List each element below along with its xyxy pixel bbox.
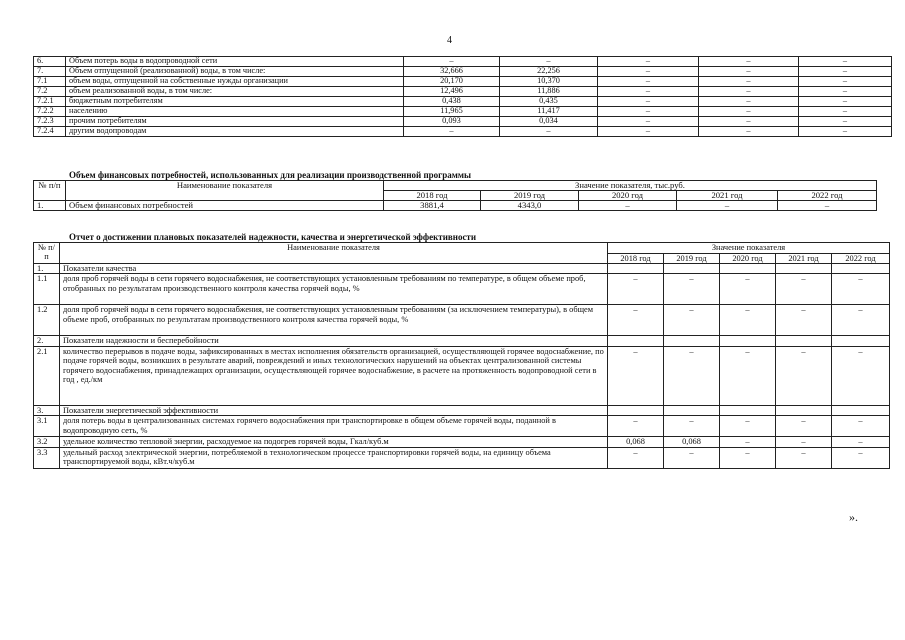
row-value: – — [664, 305, 720, 336]
table-row — [34, 201, 877, 211]
row-value: 0,068 — [664, 437, 720, 447]
row-value: – — [598, 87, 699, 97]
row-num: 3. — [34, 405, 60, 415]
row-num: 7. — [34, 67, 66, 77]
row-value: 0,034 — [500, 117, 598, 127]
row-num: 7.2.1 — [34, 97, 66, 107]
row-value: – — [699, 57, 799, 67]
table-row — [34, 274, 890, 305]
row-value: – — [832, 346, 890, 405]
row-value: – — [598, 127, 699, 137]
row-value: – — [720, 416, 776, 437]
finance-year: 2018 год — [384, 191, 481, 201]
row-num: 1.1 — [34, 274, 60, 305]
empty-cell — [664, 264, 720, 274]
row-name: доля проб горячей воды в сети горячего водоснабжения, не соответствующих установленным требованиям по температуре, в общем объеме проб, отобранных по результатам производственного контроля качества горячей воды, % — [60, 274, 608, 305]
row-value: – — [720, 437, 776, 447]
row-value: – — [598, 97, 699, 107]
table-row — [34, 77, 892, 87]
row-num: 7.2.3 — [34, 117, 66, 127]
row-value: 0,093 — [404, 117, 500, 127]
row-value: 3881,4 — [384, 201, 481, 211]
row-value: – — [799, 97, 892, 107]
row-num: 3.2 — [34, 437, 60, 447]
table-row — [34, 127, 892, 137]
row-value: – — [832, 437, 890, 447]
table-row — [34, 346, 890, 405]
row-value: – — [799, 117, 892, 127]
row-num: 2. — [34, 336, 60, 346]
row-value: – — [664, 346, 720, 405]
row-value: 20,170 — [404, 77, 500, 87]
row-value: – — [720, 305, 776, 336]
row-num: 1.2 — [34, 305, 60, 336]
row-value: – — [832, 447, 890, 468]
row-num: 7.1 — [34, 77, 66, 87]
row-name: Объем потерь воды в водопроводной сети — [66, 57, 404, 67]
table-row — [34, 416, 890, 437]
row-value: – — [579, 201, 677, 211]
row-value: – — [799, 77, 892, 87]
finance-col-num: № п/п — [34, 181, 66, 201]
row-num: 7.2.2 — [34, 107, 66, 117]
row-value: 32,666 — [404, 67, 500, 77]
row-value: – — [699, 127, 799, 137]
row-value: – — [608, 305, 664, 336]
row-value: – — [720, 447, 776, 468]
row-num: 3.3 — [34, 447, 60, 468]
row-value: – — [608, 447, 664, 468]
indicators-year: 2022 год — [832, 253, 890, 264]
row-name: удельный расход электрической энергии, потребляемой в технологическом процессе транспортировки горячей воды, на единицу объема транспортируемой воды, кВт.ч/куб.м — [60, 447, 608, 468]
table-row — [34, 117, 892, 127]
row-value: 22,256 — [500, 67, 598, 77]
row-value: – — [699, 97, 799, 107]
finance-year: 2019 год — [481, 191, 579, 201]
row-value: 10,370 — [500, 77, 598, 87]
row-value: – — [608, 346, 664, 405]
finance-section-title: Объем финансовых потребностей, использованных для реализации производственной программы — [69, 170, 472, 180]
indicators-table — [33, 242, 890, 469]
row-name: объем воды, отпущенной на собственные нужды организации — [66, 77, 404, 87]
indicators-col-num: № п/п — [34, 243, 60, 264]
row-value: – — [598, 67, 699, 77]
row-value: – — [598, 117, 699, 127]
row-value: – — [608, 416, 664, 437]
table-row — [34, 97, 892, 107]
empty-cell — [776, 336, 832, 346]
finance-year: 2020 год — [579, 191, 677, 201]
empty-cell — [720, 336, 776, 346]
row-name: Показатели надежности и бесперебойности — [60, 336, 608, 346]
row-num: 1. — [34, 264, 60, 274]
row-value: 12,496 — [404, 87, 500, 97]
section-row — [34, 264, 890, 274]
row-value: – — [720, 346, 776, 405]
row-num: 6. — [34, 57, 66, 67]
row-value: – — [776, 346, 832, 405]
row-value: – — [799, 87, 892, 97]
row-value: 0,068 — [608, 437, 664, 447]
row-value: – — [500, 127, 598, 137]
water-volume-table — [33, 56, 892, 137]
row-num: 7.2 — [34, 87, 66, 97]
row-value: – — [832, 416, 890, 437]
empty-cell — [608, 405, 664, 415]
row-name: Объем отпущенной (реализованной) воды, в том числе: — [66, 67, 404, 77]
indicators-col-name: Наименование показателя — [60, 243, 608, 264]
row-name: удельное количество тепловой энергии, расходуемое на подогрев горячей воды, Гкал/куб.м — [60, 437, 608, 447]
table-row — [34, 57, 892, 67]
finance-table — [33, 180, 877, 211]
row-name: количество перерывов в подаче воды, зафиксированных в местах исполнения обязательств организацией, осуществляющей горячее водоснабжение, по подаче горячей воды, возникших в результате аварий, повреждений и иных технологических нарушений на объектах централизованной системы горячего водоснабжения, принадлежащих организации, осуществляющей горячее водоснабжение, в расчете на протяженность водопроводной сети в год , ед./км — [60, 346, 608, 405]
row-value: – — [699, 87, 799, 97]
row-value: – — [404, 127, 500, 137]
empty-cell — [832, 405, 890, 415]
row-value: 4343,0 — [481, 201, 579, 211]
row-value: – — [699, 67, 799, 77]
row-num: 3.1 — [34, 416, 60, 437]
row-value: – — [799, 127, 892, 137]
table-row — [34, 305, 890, 336]
row-value: – — [699, 107, 799, 117]
row-value: – — [832, 274, 890, 305]
row-name: населению — [66, 107, 404, 117]
row-value: – — [598, 107, 699, 117]
indicators-section-title: Отчет о достижении плановых показателей надежности, качества и энергетической эффективности — [69, 232, 477, 242]
row-value: – — [832, 305, 890, 336]
row-value: – — [677, 201, 778, 211]
row-name: объем реализованной воды, в том числе: — [66, 87, 404, 97]
row-value: – — [776, 274, 832, 305]
indicators-year: 2021 год — [776, 253, 832, 264]
row-name: бюджетным потребителям — [66, 97, 404, 107]
empty-cell — [832, 264, 890, 274]
row-name: другим водопроводам — [66, 127, 404, 137]
empty-cell — [720, 405, 776, 415]
row-value: – — [664, 447, 720, 468]
row-value: – — [664, 274, 720, 305]
row-value: – — [404, 57, 500, 67]
row-name: Объем финансовых потребностей — [66, 201, 384, 211]
finance-year: 2021 год — [677, 191, 778, 201]
row-value: – — [776, 305, 832, 336]
section-row — [34, 336, 890, 346]
row-value: – — [500, 57, 598, 67]
row-name: доля потерь воды в централизованных системах горячего водоснабжения при транспортировке в общем объеме горячей воды, поданной в водопроводную сеть, % — [60, 416, 608, 437]
row-value: – — [699, 77, 799, 87]
row-value: – — [776, 447, 832, 468]
row-value: – — [598, 77, 699, 87]
row-name: прочим потребителям — [66, 117, 404, 127]
finance-col-name: Наименование показателя — [66, 181, 384, 201]
row-value: 11,417 — [500, 107, 598, 117]
row-num: 2.1 — [34, 346, 60, 405]
empty-cell — [664, 405, 720, 415]
empty-cell — [664, 336, 720, 346]
row-value: 0,438 — [404, 97, 500, 107]
empty-cell — [720, 264, 776, 274]
row-value: – — [799, 67, 892, 77]
row-value: 11,965 — [404, 107, 500, 117]
section-row — [34, 405, 890, 415]
row-value: – — [720, 274, 776, 305]
table-row — [34, 87, 892, 97]
row-value: – — [778, 201, 877, 211]
finance-year: 2022 год — [778, 191, 877, 201]
row-name: Показатели качества — [60, 264, 608, 274]
row-value: – — [799, 57, 892, 67]
empty-cell — [776, 405, 832, 415]
row-value: – — [699, 117, 799, 127]
empty-cell — [608, 264, 664, 274]
row-value: – — [664, 416, 720, 437]
row-value: – — [776, 437, 832, 447]
closing-quote: ». — [849, 510, 858, 524]
indicators-year: 2020 год — [720, 253, 776, 264]
row-value: – — [799, 107, 892, 117]
empty-cell — [608, 336, 664, 346]
row-value: – — [776, 416, 832, 437]
table-row — [34, 67, 892, 77]
table-row — [34, 437, 890, 447]
page-number: 4 — [447, 35, 452, 46]
empty-cell — [832, 336, 890, 346]
row-value: – — [598, 57, 699, 67]
empty-cell — [776, 264, 832, 274]
row-value: 0,435 — [500, 97, 598, 107]
indicators-col-value: Значение показателя — [608, 243, 890, 254]
indicators-year: 2018 год — [608, 253, 664, 264]
table-row — [34, 447, 890, 468]
row-value: 11,886 — [500, 87, 598, 97]
indicators-year: 2019 год — [664, 253, 720, 264]
row-name: доля проб горячей воды в сети горячего водоснабжения, не соответствующих установленным требованиям (за исключением температуры), в общем объеме проб, отобранных по результатам производственного контроля качества горячей воды, % — [60, 305, 608, 336]
finance-col-value: Значение показателя, тыс.руб. — [384, 181, 877, 191]
row-name: Показатели энергетической эффективности — [60, 405, 608, 415]
table-row — [34, 107, 892, 117]
row-num: 7.2.4 — [34, 127, 66, 137]
row-value: – — [608, 274, 664, 305]
row-num: 1. — [34, 201, 66, 211]
